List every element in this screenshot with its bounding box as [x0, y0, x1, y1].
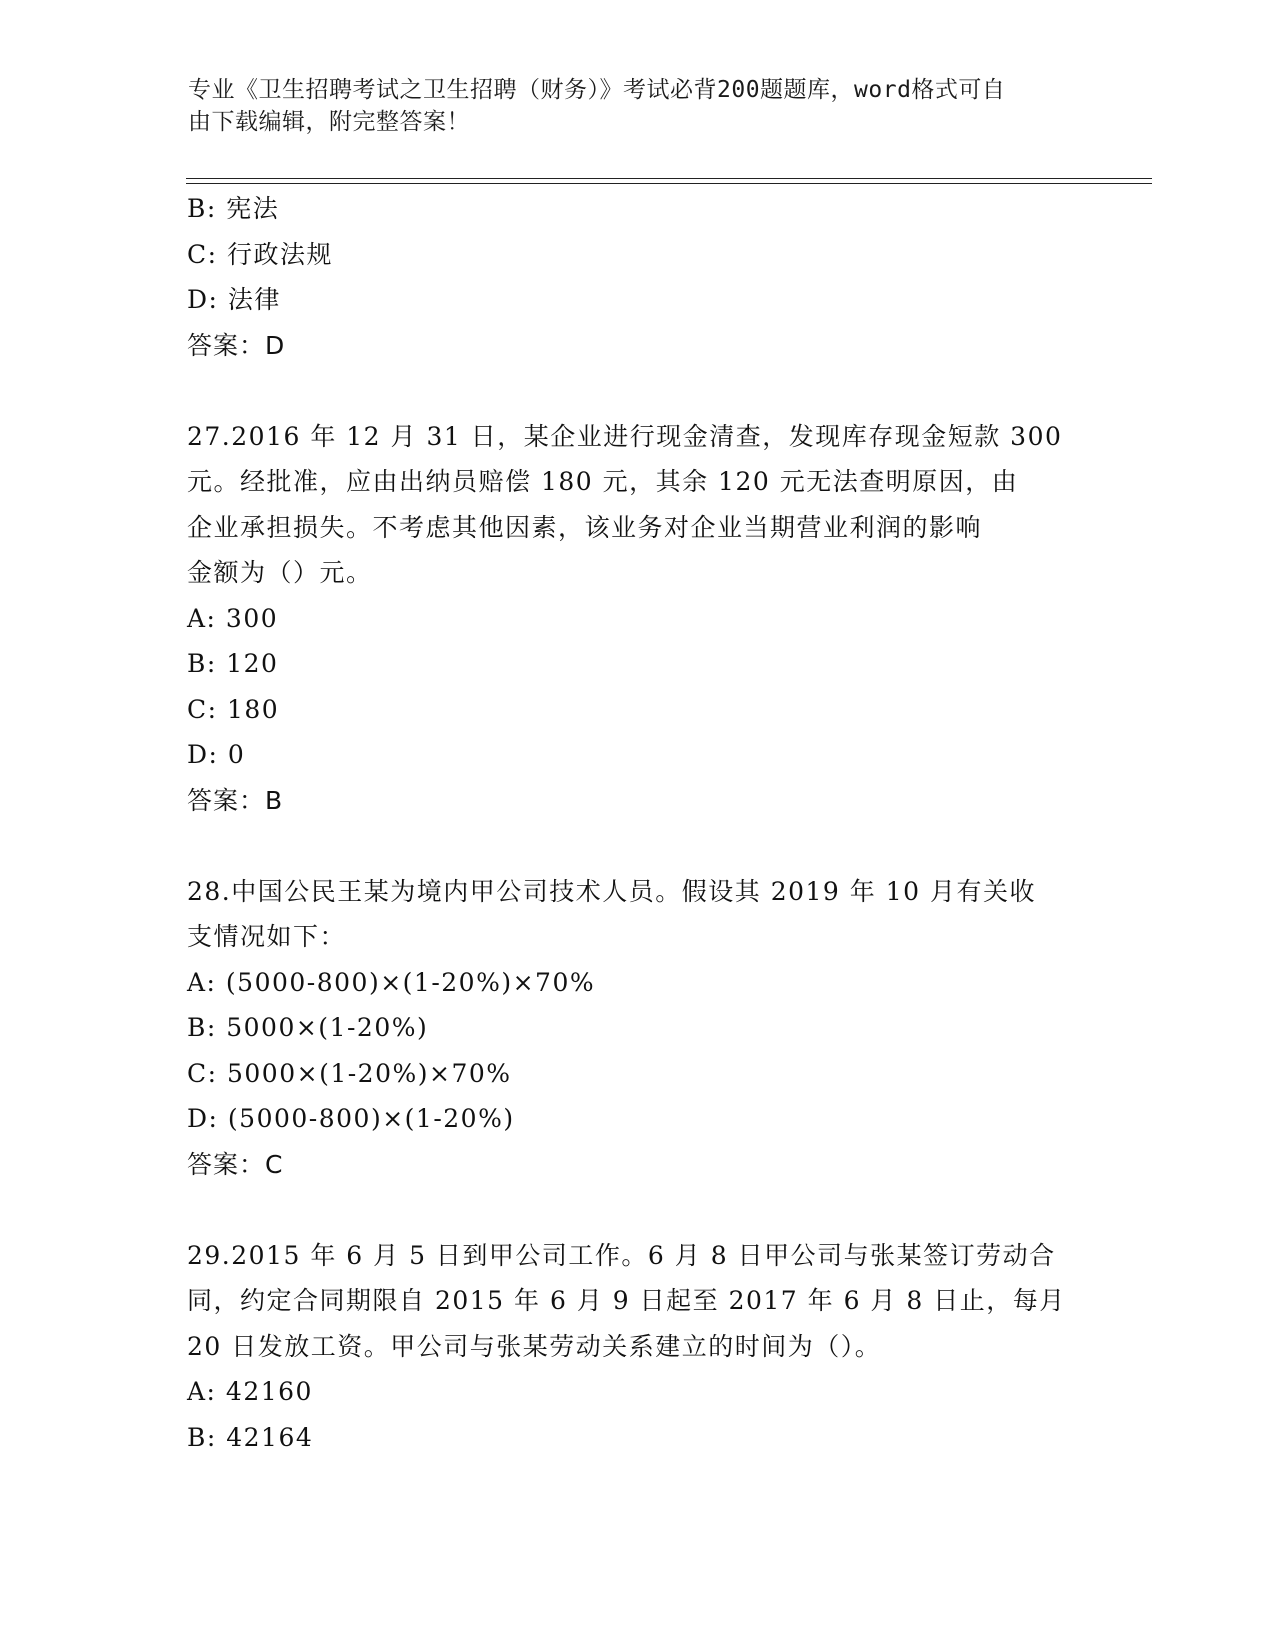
question-text-line: 企业承担损失。不考虑其他因素，该业务对企业当期营业利润的影响 — [187, 512, 983, 542]
option-c: C: 180 — [187, 694, 280, 724]
question-text-line: 元。经批准，应由出纳员赔偿 180 元，其余 120 元无法查明原因，由 — [187, 467, 1019, 496]
header-rule-bottom — [186, 183, 1152, 184]
option-c: C: 5000×(1-20%)×70% — [187, 1058, 512, 1088]
option-a: A: 42160 — [187, 1377, 313, 1406]
question-26 — [187, 186, 1087, 368]
option-b: B: 42164 — [187, 1422, 314, 1452]
option-d: D: (5000-800)×(1-20%) — [187, 1104, 515, 1133]
spacer — [187, 368, 1087, 414]
option-b: B: 120 — [187, 649, 279, 678]
document-header — [188, 74, 1068, 138]
option-d: D: 0 — [187, 740, 246, 769]
question-27 — [187, 414, 1087, 824]
option-d: D: 法律 — [187, 285, 281, 314]
option-b: B: 宪法 — [187, 194, 280, 223]
option-b: B: 5000×(1-20%) — [187, 1013, 429, 1042]
question-text-line: 28.中国公民王某为境内甲公司技术人员。假设其 2019 年 10 月有关收 — [187, 876, 1036, 906]
spacer — [187, 1187, 1087, 1233]
answer: 答案：D — [187, 330, 286, 360]
question-29 — [187, 1233, 1087, 1461]
header-line-2: 由下载编辑，附完整答案！ — [188, 109, 470, 135]
question-text-line: 同，约定合同期限自 2015 年 6 月 9 日起至 2017 年 6 月 8 日止，每月 — [187, 1286, 1066, 1315]
option-a: A: (5000-800)×(1-20%)×70% — [187, 967, 596, 997]
question-content — [187, 186, 1087, 1460]
option-c: C: 行政法规 — [187, 239, 333, 269]
question-text-line: 27.2016 年 12 月 31 日，某企业进行现金清查，发现库存现金短款 300 — [187, 421, 1063, 451]
question-text-line: 20 日发放工资。甲公司与张某劳动关系建立的时间为（）。 — [187, 1331, 882, 1361]
header-line-1: 专业《卫生招聘考试之卫生招聘（财务）》考试必背200题题库，word格式可自 — [188, 77, 1006, 103]
question-28 — [187, 869, 1087, 1188]
spacer — [187, 823, 1087, 869]
question-text-line: 支情况如下： — [187, 922, 347, 951]
question-text-line: 29.2015 年 6 月 5 日到甲公司工作。6 月 8 日甲公司与张某签订劳动合 — [187, 1240, 1056, 1270]
answer: 答案：C — [187, 1149, 284, 1179]
header-rule-top — [186, 178, 1152, 179]
question-text-line: 金额为（）元。 — [187, 558, 373, 587]
answer: 答案：B — [187, 785, 284, 815]
option-a: A: 300 — [187, 603, 279, 633]
